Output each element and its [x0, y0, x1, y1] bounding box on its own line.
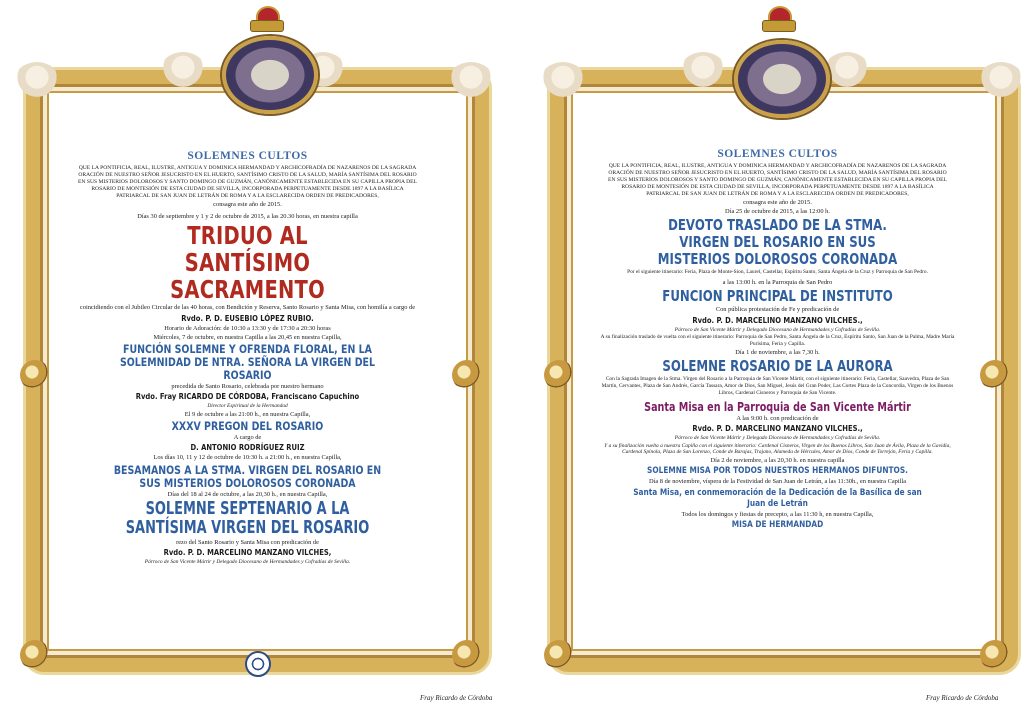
- cherub-ornament: [160, 52, 206, 90]
- event-date: Día 1 de noviembre, a las 7,30 h.: [735, 349, 820, 356]
- cherub-ornament: [978, 62, 1024, 100]
- speaker-name: D. ANTONIO RODRÍGUEZ RUIZ: [190, 443, 305, 453]
- event-date: Miércoles, 7 de octubre, en nuestra Capilla a las 20,45 en nuestra Capilla,: [153, 333, 342, 341]
- title-funcion-solemne: FUNCIÓN SOLEMNE Y OFRENDA FLORAL, EN LA SOLEMNIDAD DE NTRA. SEÑORA LA VIRGEN DEL ROSARIO: [119, 342, 376, 383]
- side-ornament: [452, 360, 482, 390]
- event-date: Los días 10, 11 y 12 de octubre de 10:30 h. a 21:00 h., en nuestra Capilla,: [153, 454, 342, 462]
- title-rosario-aurora: SOLEMNE ROSARIO DE LA AURORA: [662, 357, 893, 376]
- side-ornament: [980, 360, 1010, 390]
- side-ornament: [544, 360, 574, 390]
- speaker-name: Rvdo. P. D. MARCELINO MANZANO VILCHES.,: [692, 315, 863, 325]
- title-santa-misa-san-vicente: Santa Misa en la Parroquia de San Vicente Mártir: [644, 399, 911, 414]
- consagra-line: consagra este año de 2015.: [213, 201, 282, 208]
- title-misa-difuntos: SOLEMNE MISA POR TODOS NUESTROS HERMANOS DIFUNTOS.: [647, 466, 908, 477]
- speaker-role: Párroco de San Vicente Mártir y Delegado Diocesano de Hermandades y Cofradías de Sevilla.: [144, 559, 351, 566]
- corner-ornament: [980, 640, 1010, 670]
- header-title: SOLEMNES CULTOS: [717, 148, 838, 160]
- speaker-role: Director Espiritual de la Hermandad: [207, 403, 288, 410]
- right-poster-text: [600, 148, 955, 531]
- cherub-ornament: [14, 62, 60, 100]
- event-description: A cargo de: [233, 434, 262, 442]
- cherub-ornament: [680, 52, 726, 90]
- event-date: El 9 de octubre a las 21:00 h., en nuestra Capilla,: [184, 411, 311, 419]
- event-description: Con pública protestación de Fe y predicación de: [715, 306, 840, 314]
- speaker-role: Párroco de San Vicente Mártir y Delegado Diocesano de Hermandades y Cofradías de Sevilla.: [674, 326, 881, 333]
- cherub-ornament: [824, 52, 870, 90]
- right-poster: [512, 0, 1024, 707]
- event-description: rezo del Santo Rosario y Santa Misa con predicación de: [176, 538, 319, 546]
- title-besamanos: BESAMANOS A LA STMA. VIRGEN DEL ROSARIO EN SUS MISTERIOS DOLOROSOS CORONADA: [113, 462, 382, 490]
- event-date: Día 2 de noviembre, a las 20,30 h. en nuestra capilla: [710, 457, 845, 465]
- speaker-role: Párroco de San Vicente Mártir y Delegado Diocesano de Hermandades y Cofradías de Sevilla.: [674, 434, 881, 441]
- title-triduo: TRIDUO AL: [187, 221, 308, 251]
- itinerary: Por el siguiente itinerario: Feria, Plaza de Monte-Sion, Laurel, Castellar, Espíritu Santo, Santa Ángela de la Cruz y Parroquia de San Pedro.: [627, 269, 928, 276]
- title-funcion-principal: FUNCION PRINCIPAL DE INSTITUTO: [662, 287, 893, 306]
- event-description: coincidiendo con el Jubileo Circular de las 40 horas, con Bendición y Reserva, Santo Rosario y Santa Misa, con homilía a cargo de: [79, 304, 416, 312]
- religious-image-medallion: [222, 36, 318, 114]
- left-poster-text: [70, 150, 425, 567]
- itinerary: Y a su finalización vuelta a nuestra Capilla con el siguiente itinerario: Cardenal Cisneros, Virgen de los Buenos Libros, San Juan de Ávila, Plaza de la Gavidia, Cardenal Spínola, Plaza de San Lorenzo, Conde de Barajas, Trajano, Alameda de Hércules, Amor de Dios, Conde de Torrejón, Feria y Capilla.: [604, 442, 951, 456]
- cross-emblem-icon: [245, 651, 271, 677]
- signature: Fray Ricardo de Córdoba: [420, 694, 493, 702]
- corner-ornament: [20, 640, 50, 670]
- schedule-line: Horario de Adoración: de 10:30 a 13:30 y de 17:30 a 20:30 horas: [164, 324, 331, 332]
- event-date: Días del 18 al 24 de octubre, a las 20,30 h., en nuestra Capilla,: [167, 490, 328, 498]
- event-date: Todos los domingos y fiestas de precepto, a las 11:30 h, en nuestra Capilla,: [681, 510, 874, 518]
- event-description: A las 9:00 h. con predicación de: [736, 414, 819, 422]
- crown-icon: [760, 6, 796, 32]
- intro-text: QUE LA PONTIFICIA, REAL, ILUSTRE, ANTIGUA Y DOMINICA HERMANDAD Y ARCHICOFRADÍA DE NAZARENOS DE LA SAGRADA ORACIÓN DE NUESTRO SEÑOR JESUCRISTO EN EL HUERTO, SANTÍSIMO CRISTO DE LA SALUD, MARÍA SANTÍSIMA DEL ROSARIO EN SUS MISTERIOS DOLOROSOS Y SANTO DOMINGO DE GUZMÁN, CANÓNICAMENTE ESTABLECIDA EN SU CAPILLA PROPIA DEL ROSARIO DE MONTESIÓN DE ESTA CIUDAD DE SEVILLA, INCORPORADA PERPETUAMENTE DESDE 1897 A LA BASÍLICA PATRIARCAL DE SAN JUAN DE LETRÁN DE ROMA Y A LA ESCLARECIDA ORDEN DE PREDICADORES,: [77, 165, 418, 199]
- speaker-name: Rvdo. P. D. MARCELINO MANZANO VILCHES.,: [692, 423, 863, 433]
- event-date: Día 25 de octubre de 2015, a las 12:00 h.: [725, 208, 830, 216]
- signature: Fray Ricardo de Córdoba: [926, 694, 999, 702]
- header-title: SOLEMNES CULTOS: [187, 150, 308, 162]
- corner-ornament: [544, 640, 574, 670]
- religious-image-medallion: [734, 40, 830, 118]
- consagra-line: consagra este año de 2015.: [743, 199, 812, 206]
- event-description: precedida de Santo Rosario, celebrada por nuestro hermano: [171, 383, 324, 391]
- speaker-name: Rvdo. P. D. EUSEBIO LÓPEZ RUBIO.: [181, 313, 314, 323]
- title-traslado: DEVOTO TRASLADO DE LA STMA. VIRGEN DEL ROSARIO EN SUS MISTERIOS DOLOROSOS CORONADA: [657, 216, 898, 269]
- itinerary: Con la Sagrada Imagen de la Stma. Virgen del Rosario a la Parroquia de San Vicente Mártir, con el siguiente itinerario: Feria, Castellar, Saavedra, Plaza de San Martín, Cervantes, Plaza de San Andrés, García Tassara, Amor de Dios, San Miguel, Jesús del Gran Poder, Las Cortes Plaza de la Concordia, Virgen de los Buenos Libros, Cardenal Cisneros y Parroquia de San Vicente.: [601, 376, 954, 396]
- event-date: Día 8 de noviembre, víspera de la Festividad de San Juan de Letrán, a las 11:30h., en nuestra Capilla: [648, 478, 907, 486]
- title-virgen-rosario: SANTÍSIMA VIRGEN DEL ROSARIO: [125, 517, 370, 538]
- crown-icon: [248, 6, 284, 32]
- title-santisimo: SANTÍSIMO SACRAMENTO: [170, 248, 325, 305]
- cherub-ornament: [540, 62, 586, 100]
- title-santa-misa-letran: Santa Misa, en conmemoración de la Dedicación de la Basílica de san Juan de Letrán: [633, 487, 922, 509]
- event-date: Días 30 de septiembre y 1 y 2 de octubre de 2015, a las 20.30 horas, en nuestra capilla: [137, 213, 358, 221]
- itinerary: A su finalización traslado de vuelta con el siguiente itinerario: Parroquia de San Pedro, Santa Ángela de la Cruz, Espíritu Santo, San Juan de la Palma, Madre María Purísima, Feria y Capilla.: [600, 334, 955, 348]
- side-ornament: [20, 360, 50, 390]
- cherub-ornament: [448, 62, 494, 100]
- title-pregon: XXXV PREGON DEL ROSARIO: [171, 419, 324, 434]
- event-date: a las 13:00 h. en la Parroquia de San Pedro: [722, 279, 833, 287]
- corner-ornament: [452, 640, 482, 670]
- title-misa-hermandad: MISA DE HERMANDAD: [731, 519, 824, 530]
- speaker-name: Rvdo. P. D. MARCELINO MANZANO VILCHES,: [163, 548, 332, 558]
- intro-text: QUE LA PONTIFICIA, REAL, ILUSTRE, ANTIGUA Y DOMINICA HERMANDAD Y ARCHICOFRADÍA DE NAZARENOS DE LA SAGRADA ORACIÓN DE NUESTRO SEÑOR JESUCRISTO EN EL HUERTO, SANTÍSIMO CRISTO DE LA SALUD, MARÍA SANTÍSIMA DEL ROSARIO EN SUS MISTERIOS DOLOROSOS Y SANTO DOMINGO DE GUZMÁN, CANÓNICAMENTE ESTABLECIDA EN SU CAPILLA PROPIA DEL ROSARIO DE MONTESIÓN DE ESTA CIUDAD DE SEVILLA, INCORPORADA PERPETUAMENTE DESDE 1897 A LA BASÍLICA PATRIARCAL DE SAN JUAN DE LETRÁN DE ROMA Y A LA ESCLARECIDA ORDEN DE PREDICADORES,: [607, 163, 948, 197]
- title-septenario: SOLEMNE SEPTENARIO A LA: [145, 498, 350, 519]
- speaker-name: Rvdo. Fray RICARDO DE CÓRDOBA, Franciscano Capuchino: [135, 392, 360, 402]
